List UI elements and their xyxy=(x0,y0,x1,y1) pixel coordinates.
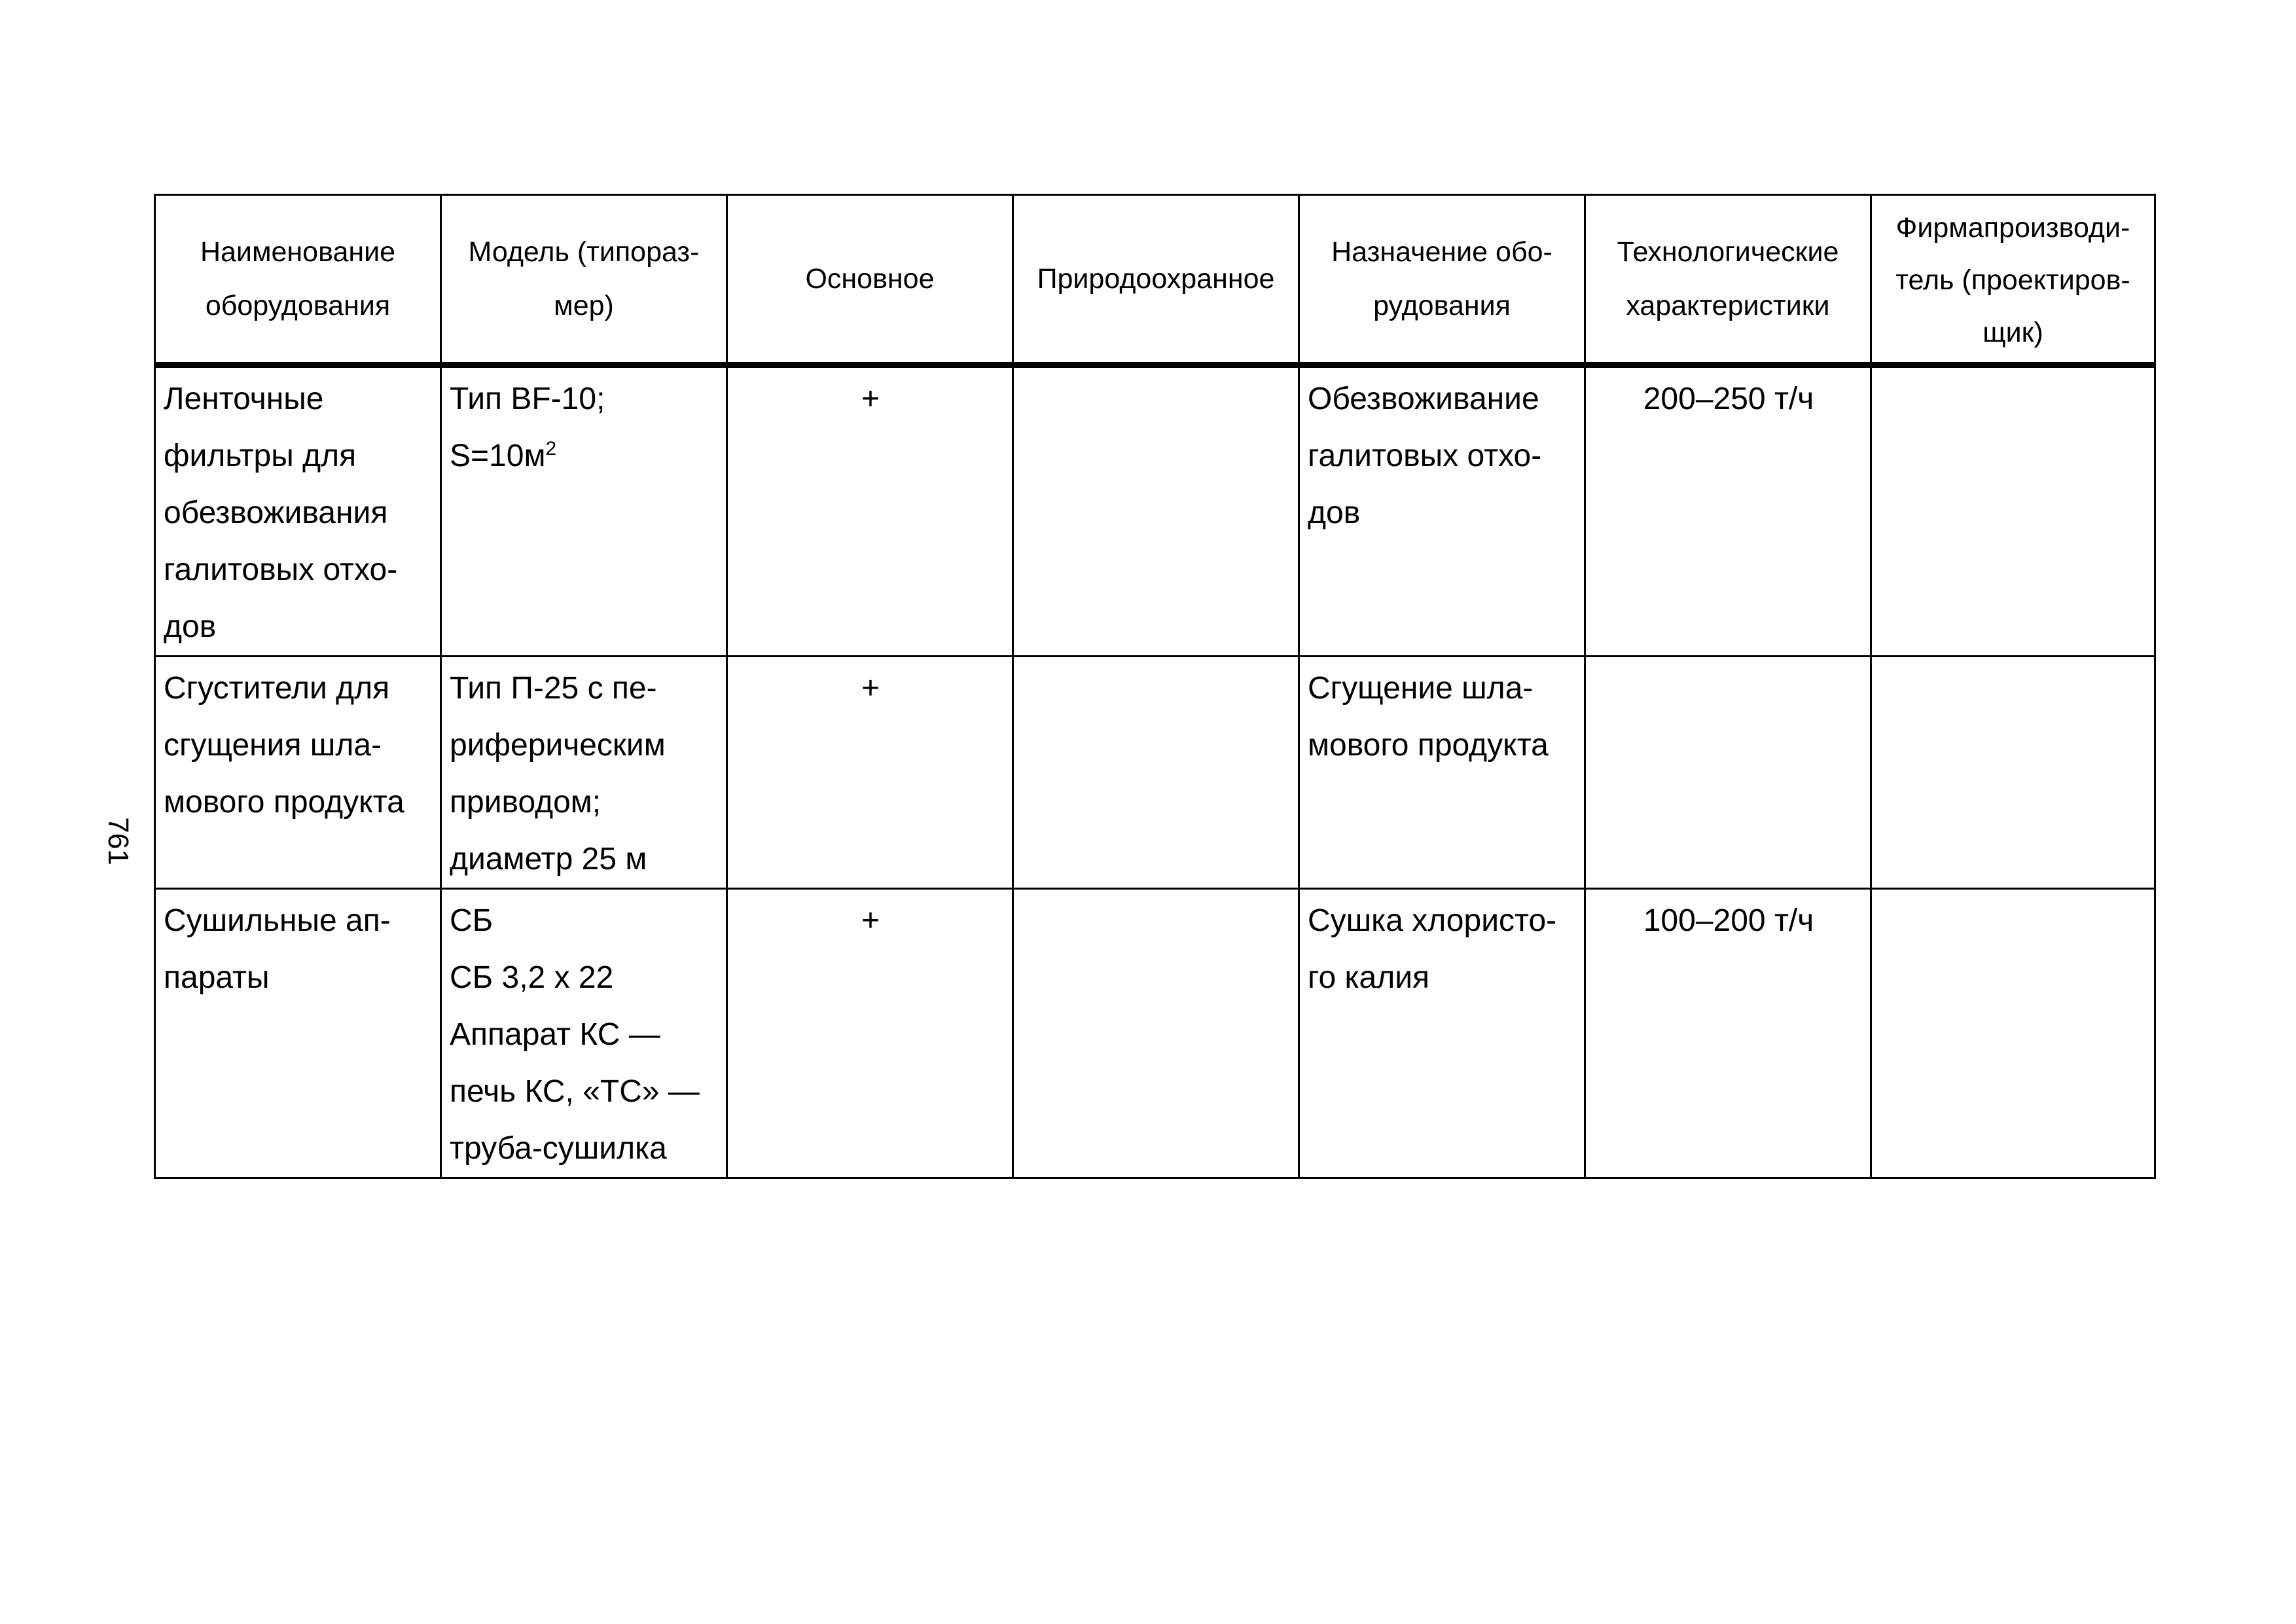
header-purpose: Назначение обо- рудования xyxy=(1299,195,1585,365)
cell-main: + xyxy=(727,365,1013,657)
cell-manufacturer xyxy=(1871,889,2155,1178)
header-eco: Природоохранное xyxy=(1013,195,1299,365)
model-line: Тип BF-10; xyxy=(450,382,605,416)
cell-purpose: Обезвоживание галитовых отхо- дов xyxy=(1299,365,1585,657)
model-superscript: 2 xyxy=(545,438,557,460)
cell-eco xyxy=(1013,657,1299,889)
header-manufacturer: Фирмапроизводи- тель (проектиров- щик) xyxy=(1871,195,2155,365)
cell-model: СБ СБ 3,2 х 22 Аппарат КС — печь КС, «ТС» — труба-сушилка xyxy=(441,889,727,1178)
cell-name: Ленточные фильтры для обезвоживания галитовых отхо- дов xyxy=(155,365,441,657)
cell-tech: 200–250 т/ч xyxy=(1585,365,1871,657)
page-number: 761 xyxy=(102,817,134,865)
cell-tech: 100–200 т/ч xyxy=(1585,889,1871,1178)
cell-name: Сушильные ап- параты xyxy=(155,889,441,1178)
cell-eco xyxy=(1013,889,1299,1178)
model-line: S=10м xyxy=(450,439,546,473)
table-row xyxy=(155,365,2155,657)
header-equipment-name: Наименование оборудования xyxy=(155,195,441,365)
cell-model xyxy=(441,365,727,657)
cell-manufacturer xyxy=(1871,365,2155,657)
cell-eco xyxy=(1013,365,1299,657)
cell-manufacturer xyxy=(1871,657,2155,889)
table-row xyxy=(155,889,2155,1178)
cell-tech xyxy=(1585,657,1871,889)
header-main: Основное xyxy=(727,195,1013,365)
cell-purpose: Сгущение шла- мового продукта xyxy=(1299,657,1585,889)
cell-main: + xyxy=(727,657,1013,889)
cell-name: Сгустители для сгущения шла- мового продукта xyxy=(155,657,441,889)
cell-purpose: Сушка хлористо- го калия xyxy=(1299,889,1585,1178)
cell-main: + xyxy=(727,889,1013,1178)
table-row xyxy=(155,657,2155,889)
header-tech: Технологические характеристики xyxy=(1585,195,1871,365)
header-model: Модель (типораз- мер) xyxy=(441,195,727,365)
equipment-table xyxy=(154,194,2156,1179)
cell-model: Тип П-25 с пе- риферическим приводом; диаметр 25 м xyxy=(441,657,727,889)
table-header-row xyxy=(155,195,2155,365)
